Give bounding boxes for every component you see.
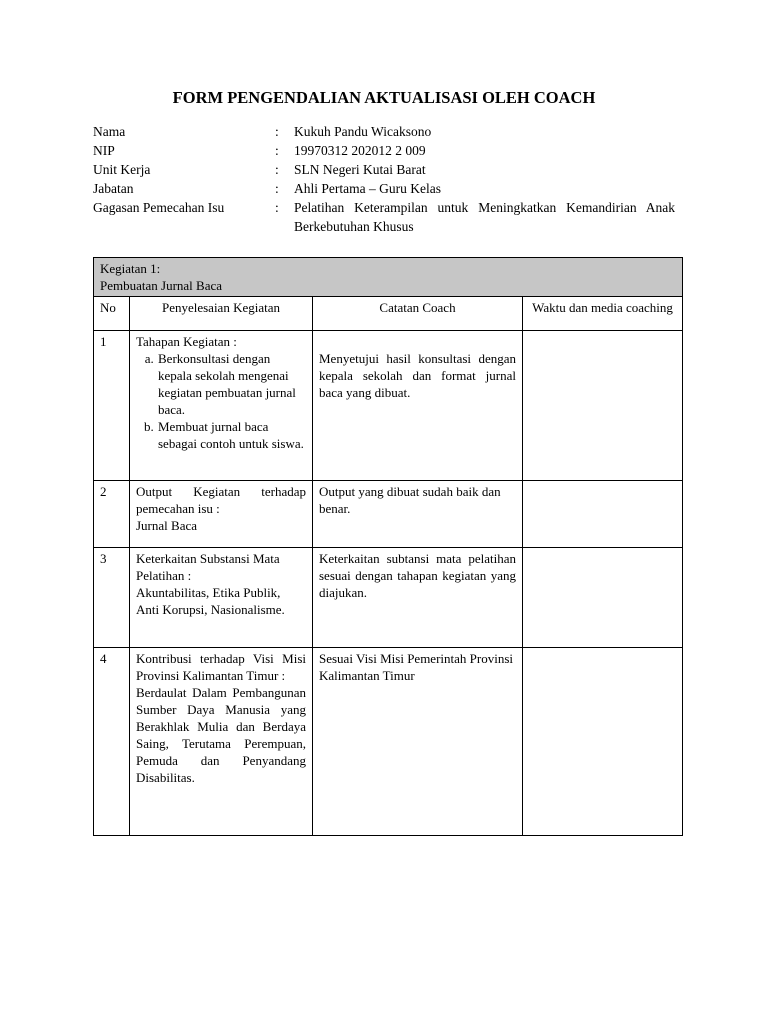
table-row [94, 648, 683, 836]
catatan-text: Sesuai Visi Misi Pemerintah Provinsi Kalimantan Timur [319, 651, 513, 683]
identity-section [93, 122, 675, 236]
penyelesaian-cell [130, 331, 313, 481]
header-waktu: Waktu dan media coaching [523, 297, 683, 331]
penyelesaian-text: Output Kegiatan terhadap pemecahan isu : [136, 484, 306, 516]
catatan-cell [313, 548, 523, 648]
info-label: Unit Kerja [93, 162, 151, 177]
catatan-text: Menyetujui hasil konsultasi dengan kepala sekolah dan format jurnal baca yang dibuat. [319, 351, 516, 400]
info-colon: : [275, 181, 279, 196]
info-label: Gagasan Pemecahan Isu [93, 200, 225, 215]
kegiatan-header-cell [94, 258, 683, 297]
catatan-cell [313, 331, 523, 481]
kegiatan-header-row [94, 258, 683, 297]
info-value: Ahli Pertama – Guru Kelas [294, 181, 441, 196]
waktu-cell [523, 648, 683, 836]
info-value: Pelatihan Keterampilan untuk Meningkatkan Kemandirian Anak Berkebutuhan Khusus [294, 200, 675, 234]
info-value: Kukuh Pandu Wicaksono [294, 124, 432, 139]
penyelesaian-extra: Akuntabilitas, Etika Publik, Anti Korupsi, Nasionalisme. [136, 585, 285, 617]
penyelesaian-extra: Berdaulat Dalam Pembangunan Sumber Daya Manusia yang Berakhlak Mulia dan Berdaya Saing, Terutama Perempuan, Pemuda dan Penyandang Disabilitas. [136, 685, 306, 785]
info-row-unit-kerja [93, 160, 675, 179]
waktu-cell [523, 331, 683, 481]
list-item: a. Berkonsultasi dengan kepala sekolah mengenai kegiatan pembuatan jurnal baca. [157, 350, 306, 418]
tahapan-list [136, 350, 306, 452]
penyelesaian-text: Keterkaitan Substansi Mata Pelatihan : [136, 551, 280, 583]
form-title: FORM PENGENDALIAN AKTUALISASI OLEH COACH [172, 88, 596, 107]
header-penyelesaian: Penyelesaian Kegiatan [130, 297, 313, 331]
penyelesaian-cell [130, 548, 313, 648]
catatan-cell [313, 648, 523, 836]
row-number: 3 [94, 548, 130, 648]
info-colon: : [275, 124, 279, 139]
row-number: 1 [94, 331, 130, 481]
table-row [94, 548, 683, 648]
info-colon: : [275, 143, 279, 158]
penyelesaian-text: Kontribusi terhadap Visi Misi Provinsi Kalimantan Timur : [136, 651, 306, 683]
info-value: SLN Negeri Kutai Barat [294, 162, 426, 177]
catatan-text: Keterkaitan subtansi mata pelatihan sesuai dengan tahapan kegiatan yang diajukan. [319, 551, 516, 600]
info-label: Jabatan [93, 181, 134, 196]
info-row-nip [93, 141, 675, 160]
header-no: No [94, 297, 130, 331]
catatan-cell [313, 481, 523, 548]
info-label: Nama [93, 124, 126, 139]
row-number: 2 [94, 481, 130, 548]
table-row [94, 481, 683, 548]
column-header-row [94, 297, 683, 331]
info-row-jabatan [93, 179, 675, 198]
kegiatan-name: Pembuatan Jurnal Baca [100, 278, 223, 293]
info-row-gagasan [93, 198, 675, 236]
kegiatan-label: Kegiatan 1: [100, 261, 161, 276]
list-item: b. Membuat jurnal baca sebagai contoh untuk siswa. [157, 418, 306, 452]
waktu-cell [523, 548, 683, 648]
catatan-text: Output yang dibuat sudah baik dan benar. [319, 484, 501, 516]
info-colon: : [275, 162, 279, 177]
table-row [94, 331, 683, 481]
info-colon: : [275, 200, 279, 215]
waktu-cell [523, 481, 683, 548]
penyelesaian-cell [130, 481, 313, 548]
coaching-table [93, 257, 683, 836]
info-row-nama [93, 122, 675, 141]
info-value: 19970312 202012 2 009 [294, 143, 426, 158]
info-label: NIP [93, 143, 115, 158]
row-number: 4 [94, 648, 130, 836]
penyelesaian-cell [130, 648, 313, 836]
penyelesaian-extra: Jurnal Baca [136, 518, 198, 533]
header-catatan: Catatan Coach [313, 297, 523, 331]
penyelesaian-intro: Tahapan Kegiatan : [136, 334, 237, 349]
